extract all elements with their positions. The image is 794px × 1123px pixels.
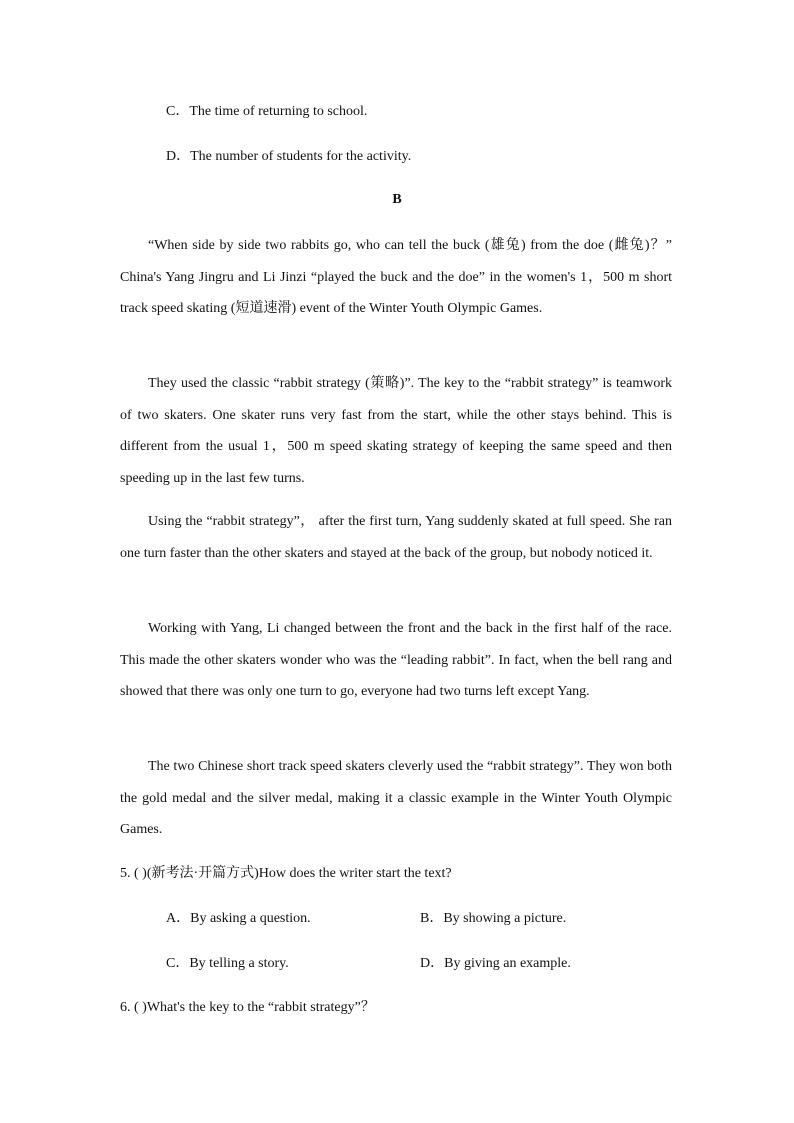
passage-paragraph-3: Using the “rabbit strategy”， after the first turn, Yang suddenly skated at full speed. She ran one turn faster than the other skaters and stayed at the back of the group, but nobody noticed it.: [120, 514, 672, 561]
section-title: B: [392, 192, 402, 207]
passage-paragraph-4: Working with Yang, Li changed between the front and the back in the first half of the race. This made the other skaters wonder who was the “leading rabbit”. In fact, when the bell rang and showed that there was only one turn to go, everyone had two turns left except Yang.: [120, 621, 672, 699]
question-5-option-b: B．By showing a picture.: [420, 911, 567, 926]
passage-paragraph-1: “When side by side two rabbits go, who can tell the buck (雄兔) from the doe (雌兔)？” China's Yang Jingru and Li Jinzi “played the buck and the doe” in the women's 1，500 m short track speed skating (短道速滑) event of the Winter Youth Olympic Games.: [120, 238, 672, 316]
option-d-prev: D．The number of students for the activity.: [166, 149, 412, 164]
question-5-option-c: C．By telling a story.: [166, 956, 289, 971]
question-6-stem: 6. ( )What's the key to the “rabbit strategy”？: [120, 1000, 375, 1015]
passage-paragraph-2: They used the classic “rabbit strategy (策略)”. The key to the “rabbit strategy” is teamwork of two skaters. One skater runs very fast from the start, while the other stays behind. This is different from the usual 1，500 m speed skating strategy of keeping the same speed and then speeding up in the last few turns.: [120, 376, 672, 486]
passage-paragraph-5: The two Chinese short track speed skaters cleverly used the “rabbit strategy”. They won both the gold medal and the silver medal, making it a classic example in the Winter Youth Olympic Games.: [120, 759, 672, 837]
question-5-option-d: D．By giving an example.: [420, 956, 571, 971]
option-c-prev: C．The time of returning to school.: [166, 104, 368, 119]
question-5-stem: 5. ( )(新考法·开篇方式)How does the writer start the text?: [120, 866, 452, 881]
question-5-option-a: A．By asking a question.: [166, 911, 311, 926]
